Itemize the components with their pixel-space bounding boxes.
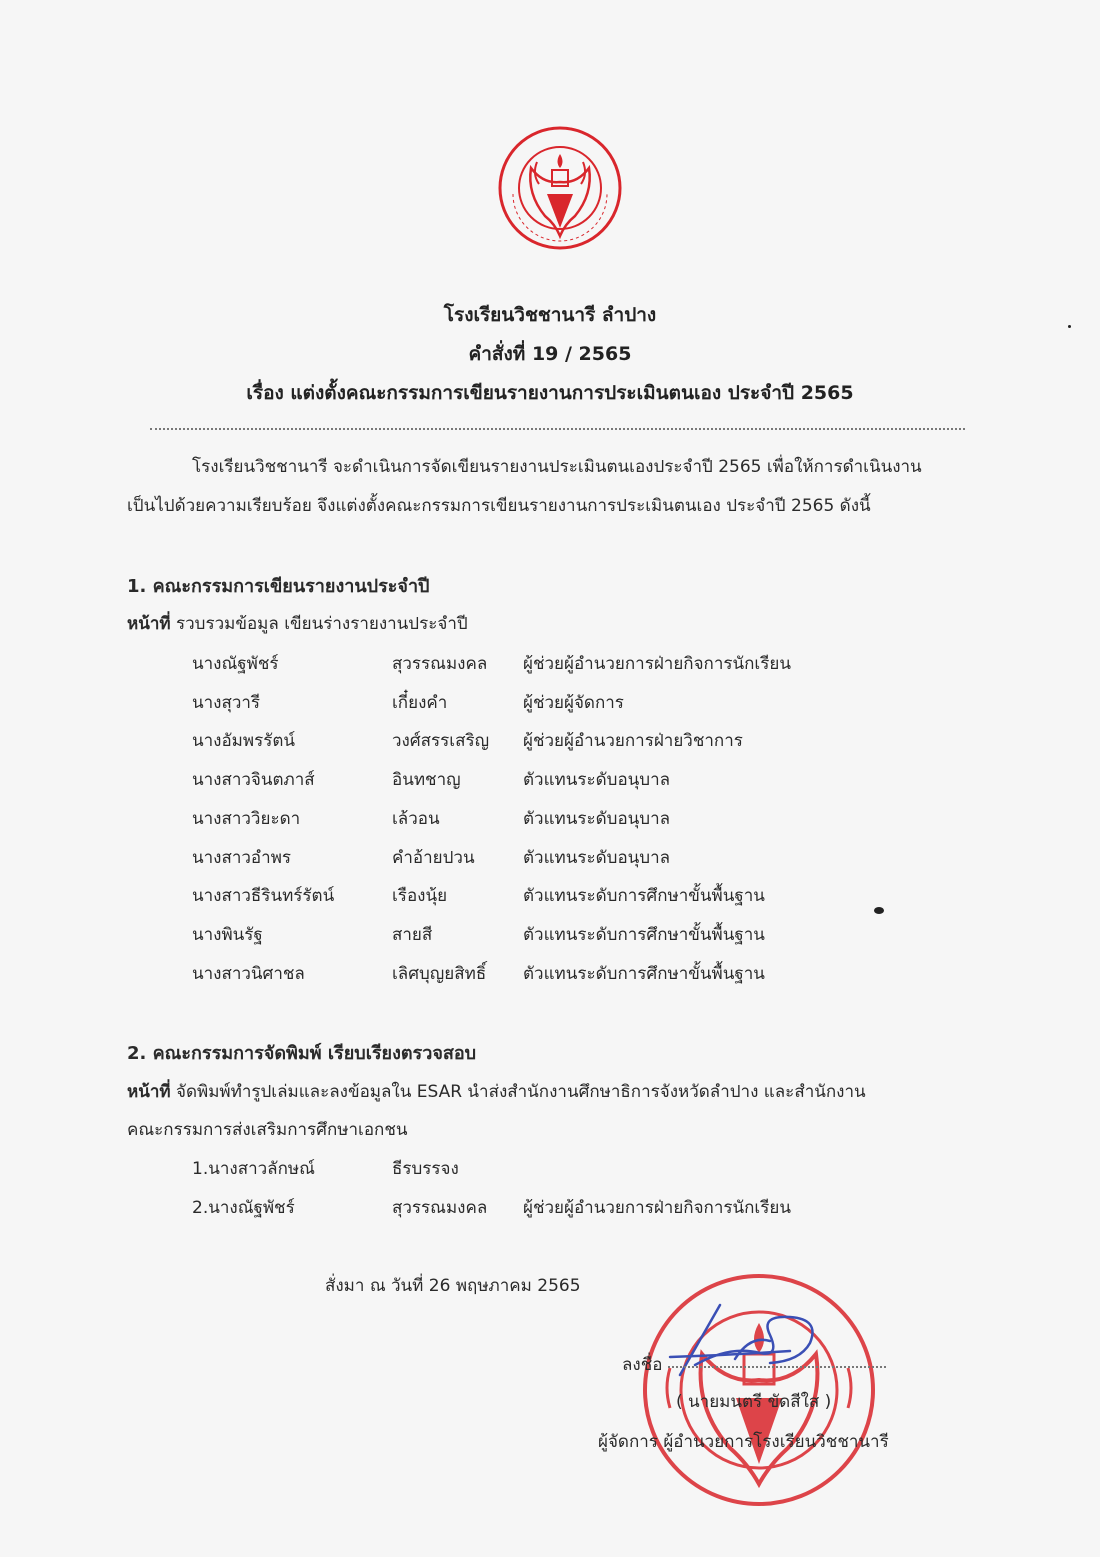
member-row bbox=[0, 766, 1100, 790]
handwritten-signature bbox=[640, 1295, 860, 1385]
member-last-name: สุวรรณมงคล bbox=[392, 654, 488, 674]
member-row bbox=[0, 844, 1100, 868]
member-row bbox=[0, 882, 1100, 906]
section1-duty-label: หน้าที่ bbox=[127, 614, 171, 634]
member-role: ผู้ช่วยผู้จัดการ bbox=[523, 692, 624, 713]
section2-duty-text: จัดพิมพ์ทำรูปเล่มและลงข้อมูลใน ESAR นำส่งสำนักงานศึกษาธิการจังหวัดลำปาง และสำนักงาน bbox=[170, 1082, 866, 1102]
member-last-name: เกี๋ยงคำ bbox=[392, 692, 448, 713]
order-subject-heading: เรื่อง แต่งตั้งคณะกรรมการเขียนรายงานการประเมินตนเอง ประจำปี 2565 bbox=[246, 382, 854, 404]
member-role: ตัวแทนระดับอนุบาล bbox=[523, 770, 671, 791]
member-last-name: เลิศบุญยสิทธิ์ bbox=[392, 963, 487, 984]
member-first-name: นางสุวารี bbox=[192, 692, 261, 713]
signature-dotted-line bbox=[668, 1366, 886, 1368]
sign-label: ลงชื่อ bbox=[622, 1355, 663, 1375]
member-first-name: นางสาวธีรินทร์รัตน์ bbox=[192, 886, 335, 907]
member-last-name: วงศ์สรรเสริญ bbox=[392, 731, 490, 752]
member-last-name: เรืองนุ้ย bbox=[392, 886, 448, 907]
member-first-name: 1.นางสาวลักษณ์ bbox=[192, 1159, 315, 1179]
member-first-name: นางพินรัฐ bbox=[192, 924, 263, 945]
order-date: สั่งมา ณ วันที่ 26 พฤษภาคม 2565 bbox=[325, 1276, 581, 1296]
school-name-heading: โรงเรียนวิชชานารี ลำปาง bbox=[443, 304, 657, 326]
member-role: ตัวแทนระดับอนุบาล bbox=[523, 847, 671, 868]
member-last-name: สุวรรณมงคล bbox=[392, 1198, 488, 1218]
signer-name: ( นายมนตรี ขัดสีใส ) bbox=[676, 1392, 832, 1412]
member-first-name: นางสาวอำพร bbox=[192, 847, 292, 868]
member-row bbox=[0, 689, 1100, 713]
member-role: ผู้ช่วยผู้อำนวยการฝ่ายวิชาการ bbox=[523, 731, 743, 752]
scan-speck bbox=[874, 907, 884, 914]
member-last-name: คำอ้ายปวน bbox=[392, 847, 475, 868]
section2-duty bbox=[127, 1078, 866, 1105]
member-first-name: นางณัฐพัชร์ bbox=[192, 654, 279, 674]
member-first-name: นางสาวนิศาชล bbox=[192, 963, 305, 984]
member-row bbox=[0, 727, 1100, 751]
section2-duty-line-2: คณะกรรมการส่งเสริมการศึกษาเอกชน bbox=[127, 1120, 408, 1140]
section1-duty-text: รวบรวมข้อมูล เขียนร่างรายงานประจำปี bbox=[170, 614, 468, 634]
member-last-name: เล้วอน bbox=[392, 808, 440, 829]
section1-title: 1. คณะกรรมการเขียนรายงานประจำปี bbox=[127, 576, 430, 597]
member-row bbox=[0, 805, 1100, 829]
section1-duty bbox=[127, 610, 468, 637]
member-role: ตัวแทนระดับการศึกษาขั้นพื้นฐาน bbox=[523, 963, 765, 984]
member-role: ตัวแทนระดับการศึกษาขั้นพื้นฐาน bbox=[523, 924, 765, 945]
member-first-name: นางอัมพรรัตน์ bbox=[192, 731, 296, 752]
member-last-name: สายสี bbox=[392, 924, 433, 945]
member-row bbox=[0, 1155, 1100, 1179]
member-row bbox=[0, 1194, 1100, 1218]
member-first-name: 2.นางณัฐพัชร์ bbox=[192, 1198, 295, 1218]
dotted-divider bbox=[150, 428, 965, 430]
order-number-heading: คำสั่งที่ 19 / 2565 bbox=[468, 343, 632, 365]
member-role: ผู้ช่วยผู้อำนวยการฝ่ายกิจการนักเรียน bbox=[523, 1198, 791, 1218]
school-seal-logo bbox=[497, 124, 623, 252]
member-role: ตัวแทนระดับการศึกษาขั้นพื้นฐาน bbox=[523, 886, 765, 907]
section2-title: 2. คณะกรรมการจัดพิมพ์ เรียบเรียงตรวจสอบ bbox=[127, 1043, 477, 1064]
member-role: ตัวแทนระดับอนุบาล bbox=[523, 808, 671, 829]
member-first-name: นางสาววิยะดา bbox=[192, 808, 301, 829]
member-row bbox=[0, 960, 1100, 984]
member-row bbox=[0, 650, 1100, 674]
member-row bbox=[0, 921, 1100, 945]
member-last-name: อินทชาญ bbox=[392, 770, 461, 791]
member-last-name: ธีรบรรจง bbox=[392, 1159, 459, 1179]
member-role: ผู้ช่วยผู้อำนวยการฝ่ายกิจการนักเรียน bbox=[523, 654, 791, 674]
intro-line-1: โรงเรียนวิชชานารี จะดำเนินการจัดเขียนรายงานประเมินตนเองประจำปี 2565 เพื่อให้การดำเนินงาน bbox=[192, 457, 922, 477]
signer-title: ผู้จัดการ ผู้อำนวยการโรงเรียนวิชชานารี bbox=[598, 1432, 889, 1452]
scan-speck bbox=[1068, 325, 1071, 328]
member-first-name: นางสาวจินตภาส์ bbox=[192, 770, 315, 791]
section2-duty-label: หน้าที่ bbox=[127, 1082, 171, 1102]
intro-line-2: เป็นไปด้วยความเรียบร้อย จึงแต่งตั้งคณะกรรมการเขียนรายงานการประเมินตนเอง ประจำปี 2565 ดังนี้ bbox=[127, 496, 871, 516]
